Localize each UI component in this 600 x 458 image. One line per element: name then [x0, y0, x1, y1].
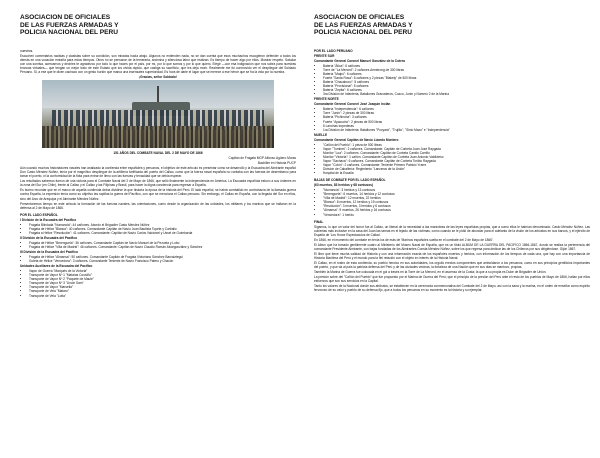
- list-item: • Vapor "Colón": 2 cañones. Comandante: Teniente Primero Patricio Yrarre: [323, 163, 590, 167]
- list-item: • Division de Caballería: Regimiento "Lanceros de la Unión": [323, 167, 590, 171]
- list-item: • 6 Lanchas torpederas: [323, 124, 590, 128]
- subsection-heading: FRENTE SUR: [314, 53, 335, 58]
- subsection-heading: Unidades Auxiliares de la Escuadra del Pacífico: [20, 264, 93, 269]
- list-item: • Vapor de Guerra "Marqués de la Victoria": [29, 269, 296, 273]
- left-header: [20, 14, 296, 37]
- list-item: • 3ra División de Infantería, Batallones Granaderos, Cuzco, Junín y Número 2 de la Marina: [323, 92, 590, 96]
- list-item: • Transporte de Vapor Nº 1 "Mataías Cousiño": [29, 273, 296, 277]
- list-item: • Fragata de Hélice "Blanca": 40 cañones. Comandante Capitán de Navío Juan Bautista Topete y Carballo: [29, 227, 296, 231]
- paragraph: El libro que tiene mucha calidad de Historia y con una información exacta de los españoles muertos y heridos, con información de los tiempos de cada una, que hay con una importancia de Historia Marítima del Perú y el mundo para la fiel relación con el objeto en interés de la Historia Naval.: [314, 251, 590, 260]
- ship-list: [20, 255, 296, 263]
- paragraph: El Callao, en el rostro de esta contienda, su pueblo heroico en sus autoridades, los orgullo erectos componentes que amboldaron a los peruanos, como en sus principios gentilicios importantes del puerto, y que da al país la patriota defensa del Perú y de las ciudades vecinas, la fortaleza de una Nación que en sus días se mantuvo, propias.: [314, 260, 590, 270]
- list-item: • Batería "Independencia": 6 cañones: [323, 107, 590, 111]
- section-heading: BAJAS DE COMBATE POR EL LADO ESPAÑOL: [314, 178, 386, 183]
- paragraph: Sigamos, lo que un valor del honor fue al Callao, un liberal de la necesidad a las maniobras de las leyes españolas propias, que a como ellos le habrían denominado. Casto Méndez Núñez. Las cubiertas más inclusive en la casa del Juan las tareas en el tejado de las víctimas, como cuando se le pidió de abundar para el adelanto de la visión de los arbustos en sus barcos, y el ejército de España de 'Los Honor Espectaculos de Callao'.: [314, 224, 590, 237]
- article-author-title: Bachiller en Historia PUCP: [257, 161, 296, 166]
- paragraph: Los resultados sabemos fueron de una victoria para el Combate Naval del 2 de Mayo de 1866, que selló finalmente la Independencia en América. La Escuadra española estuvo a sus órdenes en la zona del Sur (en Chile), frente al Callao y el Callao y las Filipinas y Brasil, para hacer la digna conciencia para regresar a España.: [20, 179, 296, 188]
- list-item: • Fragata a Hélice "Resolución": 41 cañones. Comandante: Capitán de Navío Carlos Valcárcel y Ussel de Guimbarda: [29, 231, 296, 235]
- subsection-heading: I División de la Escuadra del Pacífico: [20, 217, 77, 222]
- right-header: [314, 14, 590, 37]
- paragraph: La presión sobre del "Cañón del Pueblo" que fue propuesto por el Marina de Guerra del Perú; que el principio de la presión del Perú ante el resto de los pueblos de Mayo de 1866, hallan por ellos esfuerzos que son sus servicios en la Capital.: [314, 275, 590, 284]
- section-heading: POR EL LADO ESPAÑOL: [20, 212, 58, 217]
- ship-list: [314, 143, 590, 175]
- list-item: • Hospital de la Escalla: [323, 171, 590, 175]
- list-item: • Fragata de Hélice "Almansa": 50 cañones. Comandante Capitán de Fragata Victoriano Sánchez Barcaiztegui: [29, 255, 296, 259]
- list-item: • Torre de "La Merced": 2 cañones Armstrong de 300 libras: [323, 68, 590, 72]
- casualty-list: [314, 188, 590, 216]
- paragraph: nuestros.: [20, 48, 34, 53]
- article-author: Capitán de Fragata MGP Alfonso Agüero Moras: [228, 156, 296, 161]
- subsection-heading: II División de la Escuadra del Pacífico: [20, 235, 78, 240]
- list-item: • Fragata de Hélice "Villa de Madrid": 46 cañones. Comandante: Capitán de Navío Claudio Román Alvargonzález y Sánchez: [29, 245, 296, 249]
- list-item: • Batería "Chacabuco": 5 cañones: [323, 80, 590, 84]
- ship-list: [20, 223, 296, 235]
- list-item: • Goleta de Hélice "Vencedora": 3 cañones. Comandante Teniente de Navío Francisco Patero y Chacón: [29, 259, 296, 263]
- paragraph: También la Marina de Guerra fue colocada en el gol a través en la Torre de La Merced, en el ascenso de la Costa; la que a su propia es Duke de Brigadier de Unión.: [314, 270, 547, 275]
- list-item: • "Almansa": 9 muertos, 26 heridos y 16 contusos: [323, 208, 590, 212]
- header-line: ASOCIACION DE OFICIALES: [314, 14, 405, 21]
- paragraph: Aún cuando muchos historiadores navales han analizado la contienda entre españoles y peruanos, el objetivo de este artículo es presentar cómo se desarrolló y la Escuadra del Almirante español Don Casto Méndez Núñez, tenía por el magnífico despliegue de la artillería fortificada del puerto del Callao, como que la fuerza naval española no contaba con las fuerzas de desembarco para tomar el puerto, ni la conformidad de la flota para entrar de lleno con las fuerzas y tenacidad que se debía esperar.: [20, 166, 296, 179]
- header-line: POLICIA NACIONAL DEL PERU: [20, 29, 119, 37]
- ship-list: [20, 241, 296, 249]
- cheer-line: ¡Gracias, señor Soldado!: [139, 75, 177, 80]
- list-item: • "Blanca": 8 muertos, 12 heridos y 19 contusos: [323, 200, 590, 204]
- subsection-heading: MUELLE: [314, 132, 328, 137]
- list-item: • Vapor "Sachaca": 6 cañones. Comandante Capitán de Corbeta Toribio Raygada: [323, 159, 590, 163]
- header-line: POLICIA NACIONAL DEL PERU: [314, 29, 413, 37]
- article-title: 151 AÑOS DEL COMBATE NAVAL DEL 2 DE MAYO DE 1866: [113, 151, 203, 156]
- battery-list: [314, 107, 590, 131]
- list-item: • "Berenguela": 6 muertos, 14 heridos y 12 contusos: [323, 192, 590, 196]
- list-item: • Transporte de Vela "Mataro": [29, 289, 296, 293]
- list-item: • "Resolución": 3 muertos, 3 heridos y 6 contusos: [323, 204, 590, 208]
- header-line: DE LAS FUERZAS ARMADAS Y: [314, 21, 413, 29]
- list-item: • Batería "Provisional": 5 cañones: [323, 84, 590, 88]
- list-item: • Batería "Ática": 6 cañones: [323, 64, 590, 68]
- list-item: • "Cañón del Pueblo": 1 pieza de 500 libras: [323, 143, 590, 147]
- battery-list: [314, 64, 590, 96]
- subsection-heading: FRENTE NORTE: [314, 97, 339, 102]
- list-item: • Transporte de Vela "Lotta": [29, 294, 296, 298]
- subsection-heading: III División de la Escuadra del Pacífico: [20, 250, 78, 255]
- list-item: • "Villa de Madrid": 12 muertos, 22 heridos: [323, 196, 590, 200]
- list-item: • Transporte de Vapor Nº 3 "Uncle Sam": [29, 281, 296, 285]
- list-item: • Vapor "Tumbes": 2 cañones. Comandante: Capitán de Corbeta Juan José Raygada: [323, 147, 590, 151]
- subsection-heading: (63 muertos, 83 heridos y 68 contusos): [314, 183, 373, 188]
- list-item: • Fragata Blindada "Numancia": 44 cañones. Abordo el Brigadier Casto Méndez Núñez: [29, 223, 296, 227]
- list-item: • 1ra División de Infantería: Batallones "Pucyará", "Trujillo", "Sixto Mazo" e "Independencia": [323, 128, 590, 132]
- list-item: • Transporte de Vapor Nº 2 "Paquete de Maule": [29, 277, 296, 281]
- list-item: • Fuerte "Santa Rosa": 6 cañones y 2 piezas "Blakely" de 500 libras: [323, 76, 590, 80]
- list-item: • "Vencedora": 1 herido: [323, 213, 590, 217]
- section-heading: POR EL LADO PERUANO: [314, 48, 353, 53]
- left-column: [20, 14, 296, 299]
- list-item: • "Numancia": 3 heridos y 13 contusos: [323, 188, 590, 192]
- list-item: • Batería "Pichincha": 3 cañones: [323, 115, 590, 119]
- paragraph: El Albun que ha tomado gentilmente cuatro al Ministerio del Museo Naval de España, que es un tituló ALBUM DE LA GUERRA DEL PACIFICO 1866-1867, dondo se realiza la pertenencia del comandante Presidente Almirante, con bajas fundadas de los Almirantes Consta Méndez Núñez, sobre los que regresa para dedicar las de los Chilenos por sus dirigiéndose. Gijón 1867.: [314, 242, 590, 251]
- paragraph: En 1866, en el momento del combate en tenía los de más de 'Marinos españoles suelta en el combate del 2 de Mayo de 1866'.: [314, 237, 494, 242]
- list-item: • Fuerte "Ayacucho": 2 piezas de 500 libras: [323, 120, 590, 124]
- list-item: • Torre "Junín": 2 piezas de 300 libras: [323, 111, 590, 115]
- commander-heading: Comandante General Coronel José Joaquín Inclán: [314, 102, 391, 107]
- list-item: • Transporte de Vapor "Marsella": [29, 285, 296, 289]
- list-item: • Batería "Zepita": 6 cañones: [323, 88, 590, 92]
- header-line: DE LAS FUERZAS ARMADAS Y: [20, 21, 119, 29]
- paragraph: Escuchen comentarios racistas y clasistas sobre su condición, son miradas hacia abajo. Algunos no entienden nada, no se dan cuenta que esos muchachos escogieron defender a todos los demás en una vocación extraña para estos tiempos. Otros no se pensaron de la temeraria, anómina y silenciosa labor que realizan. Es tiempo de hacer algo por ellos. Mostrar respeto. Saludar con una sonrisa, acercarnos y decirles te agradezco por todo lo que haces por el país, por mí, por lo que somos y por lo que quiero. Elegir —con esa indignación que nos sobra para nuestras broncas virtuales— que tengan un mejor trato de este Estado que los olvida rápido, que castiga su sacrificio, que les deja morir. Realmente me fui conmovido ver el despliegue del Soldado Peruano. Si, a ese que le dicen cachaco con un gesto burlón que marca una insensatez superioridad. Es hora de darle el lugar que se merece a ese héroe que se fía la vida por la nuestra.: [20, 53, 296, 75]
- list-item: • Monitor "Loa": 2 cañones. Comandante: Capitán de Corbeta Camilo Carrillo: [323, 151, 590, 155]
- paragraph: Presentaremos tiempo en este artículo la formación de las fuerzas navales, las orientaciones, como desde la organización de las unidades, los militares y los marinos que se hallaron en la defensa al 2 de Mayo de 1866.: [20, 201, 296, 210]
- section-heading: FINAL: [314, 219, 324, 224]
- commander-heading: Comandante General Capitán de Navío Lizardo Montero: [314, 137, 399, 142]
- paragraph: Tanto los valores de la Nacional donde sus atributos, se establecen en la ceremonia conmemorativa del Combate del 2 de Mayo, así con la sana y la marina, en el orden de enseñar como espíritu fervoroso de su valor y pueblo de su defensa fijo, que a todos los peruanos en su momento es la historia y su ejemplar.: [314, 284, 590, 293]
- paragraph: Es bueno recordar que en el marco de aquella contienda debía dividirse la que historia la época de la historia del Perú. El lado español, se habrá combatido en contrahacía de la llamada guerra contra España, la expresión tenía como su objetivo las rapiñas la guerra del Pacífico, con que se menciona el Callao peruano. Sin embargo, el Callao en España, con la llegada del Sur en ellos, sino del Arco de Arequipa y el Almirante Méndez Núñez.: [20, 188, 296, 201]
- soldiers-photo: [42, 80, 274, 148]
- commander-heading: Comandante General Coronel Manuel González de la Cotera: [314, 58, 405, 63]
- list-item: • Batería "Maipú": 6 cañones: [323, 72, 590, 76]
- right-column: [314, 14, 590, 293]
- ship-list: [20, 269, 296, 297]
- list-item: • Fragata de Hélice "Berenguela": 36 cañones. Comandante Capitán de Navío Manuel de la Pezuela y Lobo: [29, 241, 296, 245]
- list-item: • Monitor "Victoria": 1 cañón. Comandante Capitán de Corbeta Juan Antonio Valdivieso: [323, 155, 590, 159]
- header-line: ASOCIACION DE OFICIALES: [20, 14, 111, 21]
